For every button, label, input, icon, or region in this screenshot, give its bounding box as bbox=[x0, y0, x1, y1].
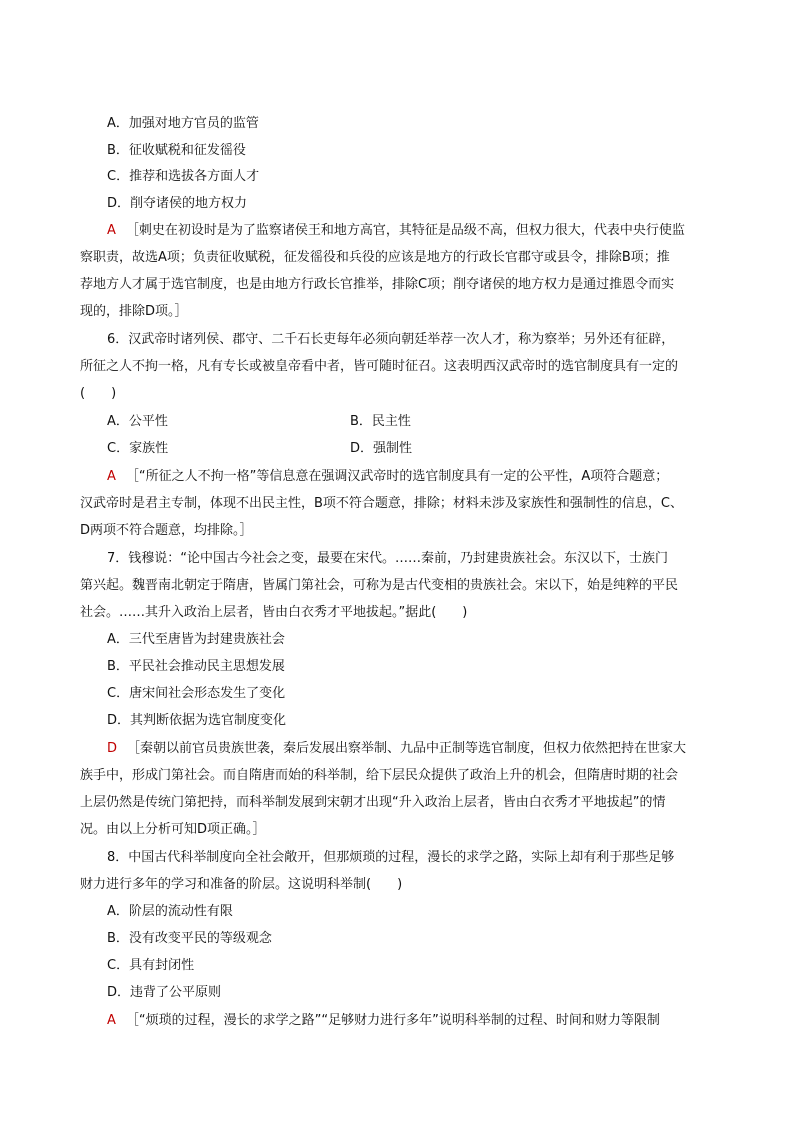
q5-explanation-line: 察职责，故选A项；负责征收赋税，征发徭役和兵役的应该是地方的行政长官郡守或县令，排除B项；推 bbox=[80, 250, 670, 265]
q8-option-a: A．阶层的流动性有限 bbox=[107, 904, 233, 919]
q8-option-d: D．违背了公平原则 bbox=[107, 985, 222, 1000]
q7-option-b: B．平民社会推动民主思想发展 bbox=[107, 659, 285, 674]
q5-option-c: C．推荐和选拔各方面人才 bbox=[107, 169, 260, 184]
q5-option-b: B．征收赋税和征发徭役 bbox=[107, 143, 246, 158]
q5-explanation-line: A ［刺史在初设时是为了监察诸侯王和地方高官，其特征是品级不高，但权力很大，代表中央行使监 bbox=[107, 223, 685, 238]
q8-answer: A bbox=[107, 1013, 116, 1028]
q7-option-d: D．其判断依据为选官制度变化 bbox=[107, 713, 287, 728]
q6-answer: A bbox=[107, 469, 116, 484]
q7-stem-line: 7．钱穆说：“论中国古今社会之变，最要在宋代。……秦前，乃封建贵族社会。东汉以下，士族门 bbox=[107, 551, 669, 566]
q7-option-c: C．唐宋间社会形态发生了变化 bbox=[107, 686, 286, 701]
q7-option-a: A．三代至唐皆为封建贵族社会 bbox=[107, 632, 285, 647]
q6-explanation-line: A ［“所征之人不拘一格”等信息意在强调汉武帝时的选官制度具有一定的公平性，A项符合题意； bbox=[107, 469, 669, 484]
q7-stem-line: 社会。……其升入政治上层者，皆由白衣秀才平地拔起。”据此( ) bbox=[80, 605, 468, 620]
q7-explanation-line: 族手中，形成门第社会。而自隋唐而始的科举制，给下层民众提供了政治上升的机会，但隋唐时期的社会 bbox=[80, 768, 679, 783]
q6-explanation-line: D两项不符合题意，均排除。］ bbox=[80, 523, 253, 538]
q6-option-a: A．公平性 bbox=[107, 414, 168, 429]
q6-option-c: C．家族性 bbox=[107, 441, 169, 456]
q8-stem-line: 财力进行多年的学习和准备的阶层。这说明科举制( ) bbox=[80, 877, 403, 892]
q7-explanation-line: 况。由以上分析可知D项正确。］ bbox=[80, 822, 266, 837]
q6-stem-line: 所征之人不拘一格，凡有专长或被皇帝看中者，皆可随时征召。这表明西汉武帝时的选官制度具有一定的 bbox=[80, 359, 679, 374]
q5-explanation-line: 荐地方人才属于选官制度，也是由地方行政长官推举，排除C项；削夺诸侯的地方权力是通过推恩令而实 bbox=[80, 277, 675, 292]
q8-option-b: B．没有改变平民的等级观念 bbox=[107, 931, 272, 946]
q7-stem-line: 第兴起。魏晋南北朝定于隋唐，皆属门第社会，可称为是古代变相的贵族社会。宋以下，始是纯粹的平民 bbox=[80, 578, 679, 593]
q6-stem-line: ( ) bbox=[80, 386, 117, 401]
q7-explanation-line: D ［秦朝以前官员贵族世袭，秦后发展出察举制、九品中正制等选官制度，但权力依然把持在世家大 bbox=[107, 741, 687, 756]
q6-option-d: D．强制性 bbox=[350, 441, 413, 456]
q6-stem-line: 6．汉武帝时诸列侯、郡守、二千石长吏每年必须向朝廷举荐一次人才，称为察举；另外还有征辟， bbox=[107, 332, 675, 347]
q8-option-c: C．具有封闭性 bbox=[107, 958, 195, 973]
q8-explanation-line: A ［“烦琐的过程，漫长的求学之路”“足够财力进行多年”说明科举制的过程、时间和财力等限制 bbox=[107, 1013, 660, 1028]
q7-explanation-line: 上层仍然是传统门第把持，而科举制发展到宋朝才出现“升入政治上层者，皆由白衣秀才平地拔起”的情 bbox=[80, 795, 666, 810]
q5-explanation-line: 现的，排除D项。］ bbox=[80, 304, 188, 319]
q5-answer: A bbox=[107, 223, 116, 238]
q6-explanation-line: 汉武帝时是君主专制，体现不出民主性，B项不符合题意，排除；材料未涉及家族性和强制性的信息，C、 bbox=[80, 496, 683, 511]
q6-option-b: B．民主性 bbox=[350, 414, 411, 429]
q8-stem-line: 8．中国古代科举制度向全社会敞开，但那烦琐的过程，漫长的求学之路，实际上却有利于那些足够 bbox=[107, 850, 675, 865]
q5-option-d: D．削夺诸侯的地方权力 bbox=[107, 196, 248, 211]
q7-answer: D bbox=[107, 741, 118, 756]
q5-option-a: A．加强对地方官员的监管 bbox=[107, 116, 259, 131]
